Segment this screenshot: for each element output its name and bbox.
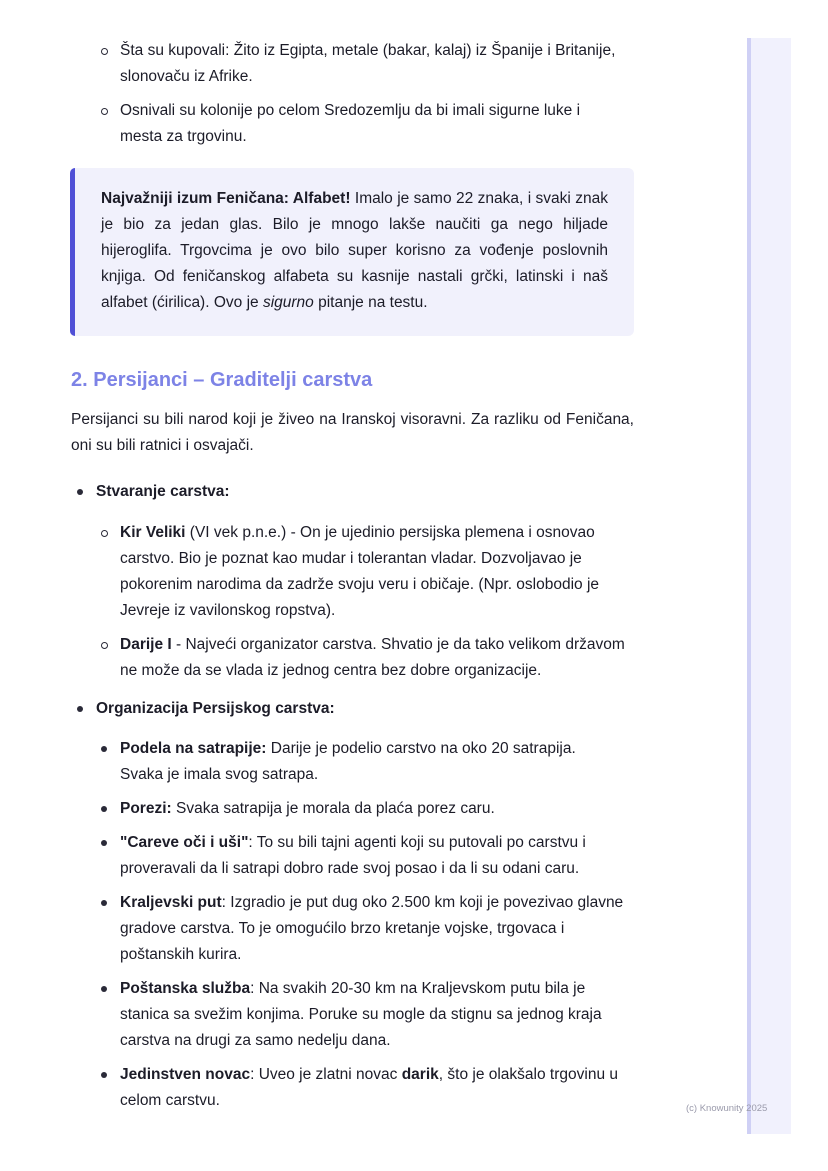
phoenician-sub-list bbox=[96, 38, 636, 150]
list-item: Darije I - Najveći organizator carstva. Shvatio je da tako velikom državom ne može da se vlada iz jednog centra bez dobre organizacije. bbox=[96, 632, 636, 684]
section-intro: Persijanci su bili narod koji je živeo na Iranskoj visoravni. Za razliku od Feničana, oni su bili ratnici i osvajači. bbox=[71, 411, 634, 454]
bullet-organizacija: Organizacija Persijskog carstva: bbox=[72, 696, 335, 722]
list-item: Porezi: Svaka satrapija je morala da plaća porez caru. bbox=[96, 796, 636, 822]
callout-italic: sigurno bbox=[262, 294, 314, 311]
callout-text: Imalo je samo 22 znaka, i svaki znak je bio za jedan glas. Bilo je mnogo lakše naučiti ga nego hiljade hijeroglifa. Trgovcima je ovo bilo super korisno za vođenje poslovnih knjiga. Od feničanskog alfabeta su kasnije nastali grčki, latinski i naš alfabet (ćirilica). Ovo je bbox=[101, 190, 608, 311]
alphabet-callout bbox=[70, 168, 634, 336]
list-item: Podela na satrapije: Darije je podelio carstvo na oko 20 satrapija. Svaka je imala svog satrapa. bbox=[96, 736, 620, 788]
page-margin-panel bbox=[747, 38, 791, 1134]
list-item: "Careve oči i uši": To su bili tajni agenti koji su putovali po carstvu i proveravali da li satrapi dobro rade svoj posao i da li su odani caru. bbox=[96, 830, 636, 882]
bullet-stvaranje: Stvaranje carstva: bbox=[72, 479, 230, 505]
organizacija-sub-list bbox=[96, 736, 636, 1114]
list-item: Kir Veliki (VI vek p.n.e.) - On je ujedinio persijska plemena i osnovao carstvo. Bio je poznat kao mudar i tolerantan vladar. Dozvoljavao je pokorenim narodima da zadrže svoju veru i običaje. (Npr. oslobodio je Jevreje iz vavilonskog ropstva). bbox=[96, 520, 636, 624]
list-item: Poštanska služba: Na svakih 20-30 km na Kraljevskom putu bila je stanica sa svežim konjima. Poruke su mogle da stignu sa jednog kraja carstva na drugi za samo nedelju dana. bbox=[96, 976, 636, 1054]
list-item: Kraljevski put: Izgradio je put dug oko 2.500 km koji je povezivao glavne gradove carstva. To je omogućilo brzo kretanje vojske, trgovaca i poštanskih kurira. bbox=[96, 890, 636, 968]
section-heading: 2. Persijanci – Graditelji carstva bbox=[71, 369, 373, 391]
page-margin-rule bbox=[747, 38, 751, 1134]
copyright-footer: (c) Knowunity 2025 bbox=[686, 1103, 768, 1114]
callout-text-end: pitanje na testu. bbox=[313, 294, 428, 311]
list-item: Osnivali su kolonije po celom Sredozemlju da bi imali sigurne luke i mesta za trgovinu. bbox=[96, 98, 620, 150]
list-item: Šta su kupovali: Žito iz Egipta, metale (bakar, kalaj) iz Španije i Britanije, slonovaču iz Afrike. bbox=[96, 38, 640, 90]
list-item: Jedinstven novac: Uveo je zlatni novac darik, što je olakšalo trgovinu u celom carstvu. bbox=[96, 1062, 636, 1114]
callout-bold: Najvažniji izum Feničana: Alfabet! bbox=[101, 190, 351, 207]
stvaranje-sub-list bbox=[96, 520, 636, 684]
